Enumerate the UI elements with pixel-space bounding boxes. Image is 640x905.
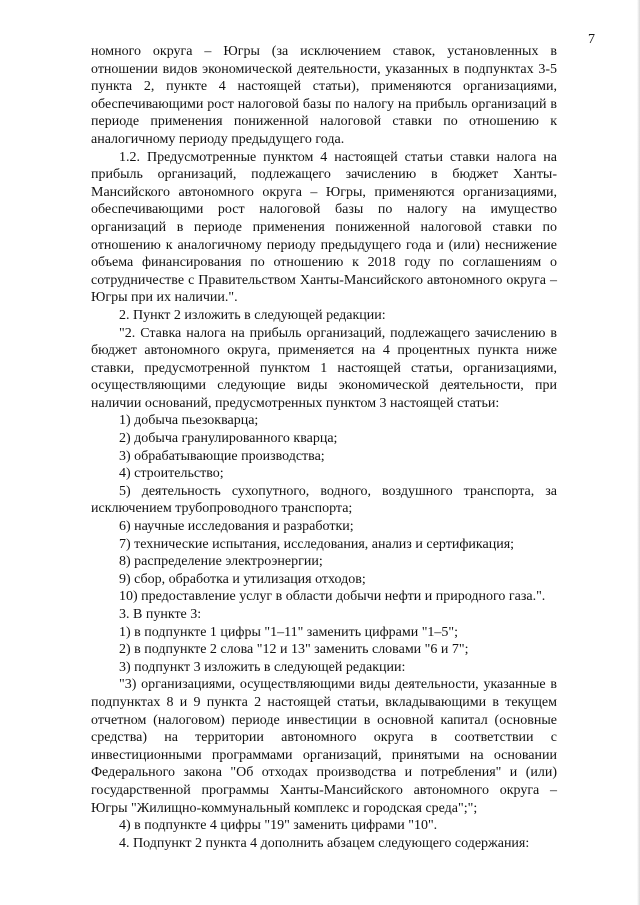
list-item: 1) в подпункте 1 цифры "1–11" заменить цифрами "1–5"; bbox=[119, 624, 459, 640]
list-item: 1) добыча пьезокварца; bbox=[119, 413, 259, 429]
list-item: 3) подпункт 3 изложить в следующей редакции: bbox=[119, 659, 406, 675]
paragraph: 3. В пункте 3: bbox=[119, 607, 202, 622]
paragraph: "3) организациями, осуществляющими виды деятельности, указанные в подпунктах 8 и 9 пункта 2 настоящей статьи, вкладывающими в текущем отчетном (налоговом) периоде инвестиции в основной капитал (основные средства) на территории автономного округа в соответствии с инвестиционными программами организаций, принятыми на основании Федерального закона "Об отходах производства и потребления" и (или) государственной программы Ханты-Мансийского автономного округа – Югры "Жилищно-коммунальный комплекс и городская среда";"; bbox=[91, 677, 557, 816]
paragraph: 1.2. Предусмотренные пунктом 4 настоящей статьи ставки налога на прибыль организаций, подлежащего зачислению в бюджет Ханты-Мансийского автономного округа – Югры, применяются организациями, обеспечивающими рост налоговой базы по налогу на имущество организаций в периоде применения пониженной налоговой ставки по отношению к аналогичному периоду предыдущего года и (или) неснижение объема финансирования по отношению к 2018 году по соглашениям о сотрудничестве с Правительством Ханты-Мансийского автономного округа – Югры при их наличии.". bbox=[91, 149, 557, 306]
list-item: 7) технические испытания, исследования, анализ и сертификация; bbox=[119, 536, 515, 552]
paragraph: 4. Подпункт 2 пункта 4 дополнить абзацем следующего содержания: bbox=[119, 835, 530, 851]
list-item: 2) добыча гранулированного кварца; bbox=[119, 431, 338, 447]
paragraph: "2. Ставка налога на прибыль организаций, подлежащего зачислению в бюджет автономного округа, применяется на 4 процентных пункта ниже ставки, предусмотренной пунктом 1 настоящей статьи, организациями, осуществляющими следующие виды экономической деятельности, при наличии оснований, предусмотренных пунктом 3 настоящей статьи: bbox=[91, 325, 557, 411]
list-item: 8) распределение электроэнергии; bbox=[119, 554, 323, 570]
page-number: 7 bbox=[588, 32, 595, 47]
list-item: 10) предоставление услуг в области добычи нефти и природного газа.". bbox=[119, 589, 546, 605]
paragraph: номного округа – Югры (за исключением ставок, установленных в отношении видов экономической деятельности, указанных в подпунктах 3-5 пункта 2, пункте 4 настоящей статьи), применяются организациями, обеспечивающими рост налоговой базы по налогу на прибыль организаций в периоде применения пониженной налоговой ставки по отношению к аналогичному периоду предыдущего года. bbox=[91, 44, 557, 147]
list-item: 9) сбор, обработка и утилизация отходов; bbox=[119, 571, 366, 587]
list-item: 4) в подпункте 4 цифры "19" заменить цифрами "10". bbox=[119, 818, 438, 834]
list-item: 5) деятельность сухопутного, водного, воздушного транспорта, за исключением трубопроводного транспорта; bbox=[91, 483, 557, 517]
document-body bbox=[91, 43, 557, 852]
list-item: 2) в подпункте 2 слова "12 и 13" заменить словами "6 и 7"; bbox=[119, 642, 469, 658]
list-item: 3) обрабатывающие производства; bbox=[119, 448, 325, 464]
list-item: 6) научные исследования и разработки; bbox=[119, 519, 354, 535]
list-item: 4) строительство; bbox=[119, 466, 224, 482]
paragraph: 2. Пункт 2 изложить в следующей редакции: bbox=[119, 307, 386, 323]
